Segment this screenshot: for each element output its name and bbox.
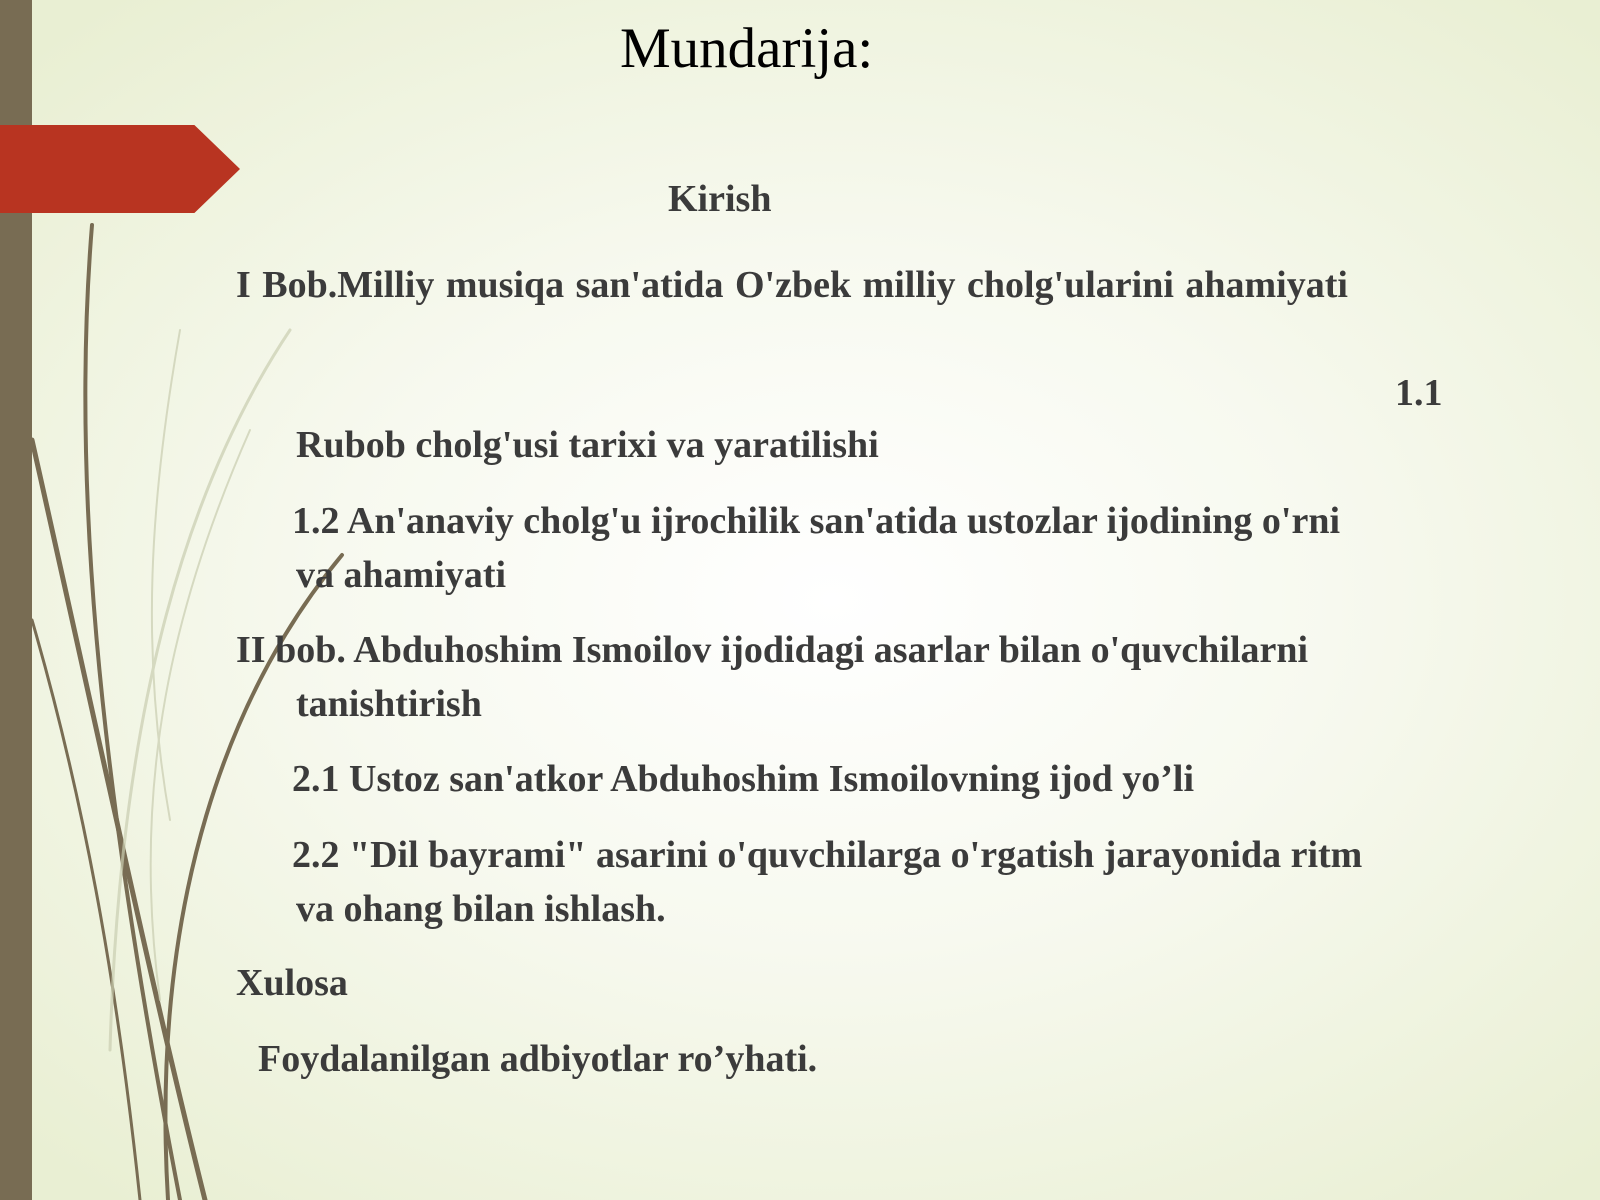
slide-title: Mundarija: <box>620 17 874 80</box>
toc-intro: Kirish <box>668 178 772 220</box>
toc-chapter-2 <box>236 623 1536 731</box>
toc-section-1-1-text: Rubob cholg'usi tarixi va yaratilishi <box>296 424 879 466</box>
toc-chapter-2-line1: II bob. Abduhoshim Ismoilov ijodidagi asarlar bilan o'quvchilarni <box>236 629 1309 671</box>
toc-chapter-1: I Bob.Milliy musiqa san'atida O'zbek milliy cholg'ularini ahamiyati <box>236 264 1348 306</box>
toc-section-1-2 <box>292 494 1552 602</box>
toc-section-2-2-line2: va ohang bilan ishlash. <box>296 888 666 930</box>
toc-references: Foydalanilgan adbiyotlar ro’yhati. <box>258 1038 818 1080</box>
toc-chapter-2-line2: tanishtirish <box>296 683 482 725</box>
toc-section-1-2-line2: va ahamiyati <box>296 554 507 596</box>
toc-section-1-1-number: 1.1 <box>1395 372 1443 414</box>
toc-section-1-2-line1: 1.2 An'anaviy cholg'u ijrochilik san'atida ustozlar ijodining o'rni <box>292 500 1341 542</box>
toc-conclusion: Xulosa <box>236 962 348 1004</box>
red-arrow-shape <box>0 125 240 213</box>
toc-section-2-1: 2.1 Ustoz san'atkor Abduhoshim Ismoilovning ijod yo’li <box>292 758 1194 800</box>
toc-section-2-2 <box>292 828 1572 936</box>
toc-section-2-2-line1: 2.2 "Dil bayrami" asarini o'quvchilarga o'rgatish jarayonida ritm <box>292 834 1363 876</box>
